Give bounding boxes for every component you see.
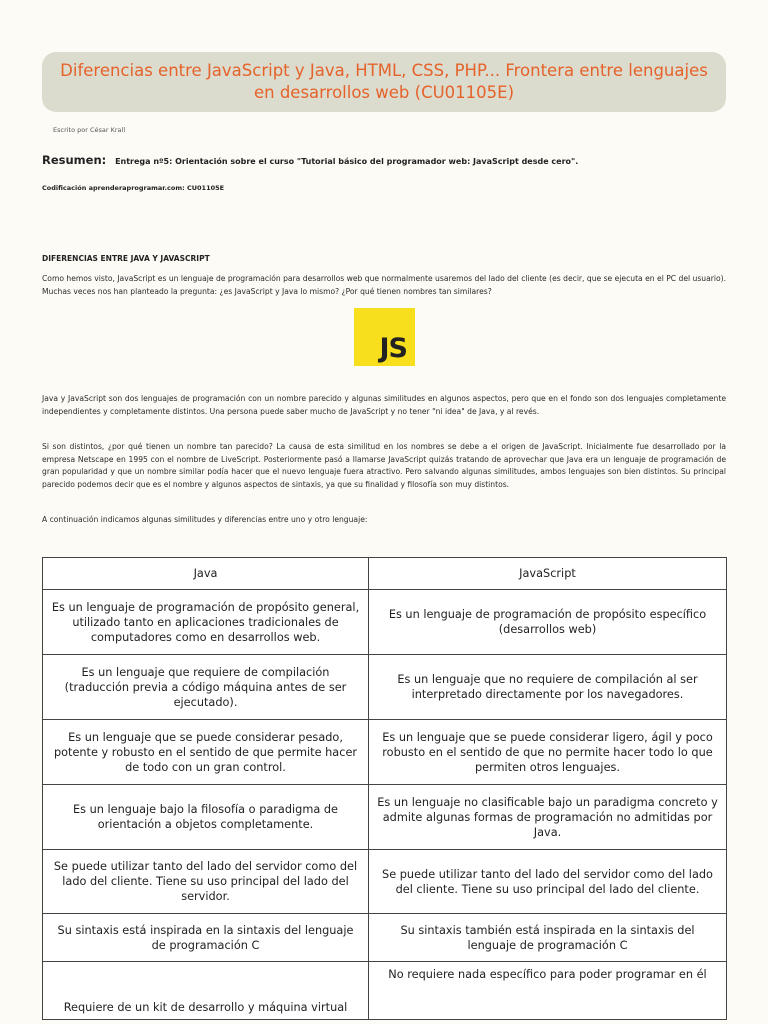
- javascript-cell: Es un lenguaje que no requiere de compilación al ser interpretado directamente por los navegadores.: [369, 655, 727, 720]
- paragraph-table-intro: A continuación indicamos algunas similitudes y diferencias entre uno y otro lenguaje:: [42, 515, 368, 524]
- javascript-cell: Se puede utilizar tanto del lado del servidor como del lado del cliente. Tiene su uso principal del lado del cliente.: [369, 850, 727, 914]
- table-row: [43, 850, 727, 914]
- javascript-cell: Es un lenguaje de programación de propósito específico (desarrollos web): [369, 590, 727, 655]
- header-java: Java: [43, 558, 369, 590]
- java-cell: Se puede utilizar tanto del lado del servidor como del lado del cliente. Tiene su uso principal del lado del servidor.: [43, 850, 369, 914]
- header-javascript: JavaScript: [369, 558, 727, 590]
- javascript-cell: Es un lenguaje no clasificable bajo un paradigma concreto y admite algunas formas de programación no admitidas por Java.: [369, 785, 727, 850]
- java-cell: Es un lenguaje que se puede considerar pesado, potente y robusto en el sentido de que permite hacer de todo con un gran control.: [43, 720, 369, 785]
- course-code: Codificación aprenderaprogramar.com: CU01105E: [42, 184, 225, 192]
- java-cell: Es un lenguaje bajo la filosofía o paradigma de orientación a objetos completamente.: [43, 785, 369, 850]
- title-banner: [42, 52, 726, 112]
- summary-label: Resumen:: [42, 153, 107, 167]
- paragraph-intro: Como hemos visto, JavaScript es un lenguaje de programación para desarrollos web que normalmente usaremos del lado del cliente (es decir, que se ejecuta en el PC del usuario). Muchas veces nos han planteado la pregunta: ¿es JavaScript y Java lo mismo? ¿Por qué tienen nombres tan similares?: [42, 274, 727, 296]
- javascript-cell: Es un lenguaje que se puede considerar ligero, ágil y poco robusto en el sentido de que no permite hacer todo lo que permiten otros lenguajes.: [369, 720, 727, 785]
- java-cell: Es un lenguaje de programación de propósito general, utilizado tanto en aplicaciones tradicionales de computadores como en desarrollos web.: [43, 590, 369, 655]
- summary-text: Entrega nº5: Orientación sobre el curso "Tutorial básico del programador web: JavaScript desde cero".: [115, 157, 579, 166]
- table-header-row: [43, 558, 727, 590]
- table-row: [43, 590, 727, 655]
- comparison-table: [42, 557, 727, 1020]
- javascript-cell: Su sintaxis también está inspirada en la sintaxis del lenguaje de programación C: [369, 914, 727, 962]
- table-row: [43, 785, 727, 850]
- table-row: [43, 720, 727, 785]
- paragraph-differences: Java y JavaScript son dos lenguajes de programación con un nombre parecido y algunas similitudes en algunos aspectos, pero que en el fondo son dos lenguajes completamente independientes y completamente distintos. Una persona puede saber mucho de JavaScript y no tener "ni idea" de Java, y al revés.: [42, 394, 726, 416]
- paragraph-origin: Si son distintos, ¿por qué tienen un nombre tan parecido? La causa de esta similitud en los nombres se debe a el origen de JavaScript. Inicialmente fue desarrollado por la empresa Netscape en 1995 con el nombre de LiveScript. Posteriormente pasó a llamarse JavaScript quizás tratando de aprovechar que Java era un lenguaje de programación de gran popularidad y que un nombre similar podía hacer que el nuevo lenguaje fuera atractivo. Pero salvando algunas similitudes, ambos lenguajes son bien distintos. Su principal parecido podemos decir que es el nombre y algunos aspectos de sintaxis, ya que su finalidad y filosofía son muy distintos.: [42, 442, 726, 489]
- javascript-logo-text: JS: [379, 333, 407, 364]
- table-row: [43, 655, 727, 720]
- javascript-logo: [354, 308, 415, 366]
- author-line: Escrito por César Krall: [53, 126, 126, 134]
- section-heading: DIFERENCIAS ENTRE JAVA Y JAVASCRIPT: [42, 254, 210, 263]
- table-row: [43, 962, 727, 1020]
- java-cell: Requiere de un kit de desarrollo y máquina virtual: [43, 962, 369, 1020]
- java-cell: Es un lenguaje que requiere de compilación (traducción previa a código máquina antes de ser ejecutado).: [43, 655, 369, 720]
- page-title: Diferencias entre JavaScript y Java, HTML, CSS, PHP... Frontera entre lenguajes en desarrollos web (CU01105E): [60, 61, 708, 102]
- summary-line: [42, 153, 578, 167]
- java-cell: Su sintaxis está inspirada en la sintaxis del lenguaje de programación C: [43, 914, 369, 962]
- table-row: [43, 914, 727, 962]
- javascript-cell: No requiere nada específico para poder programar en él: [369, 962, 727, 1020]
